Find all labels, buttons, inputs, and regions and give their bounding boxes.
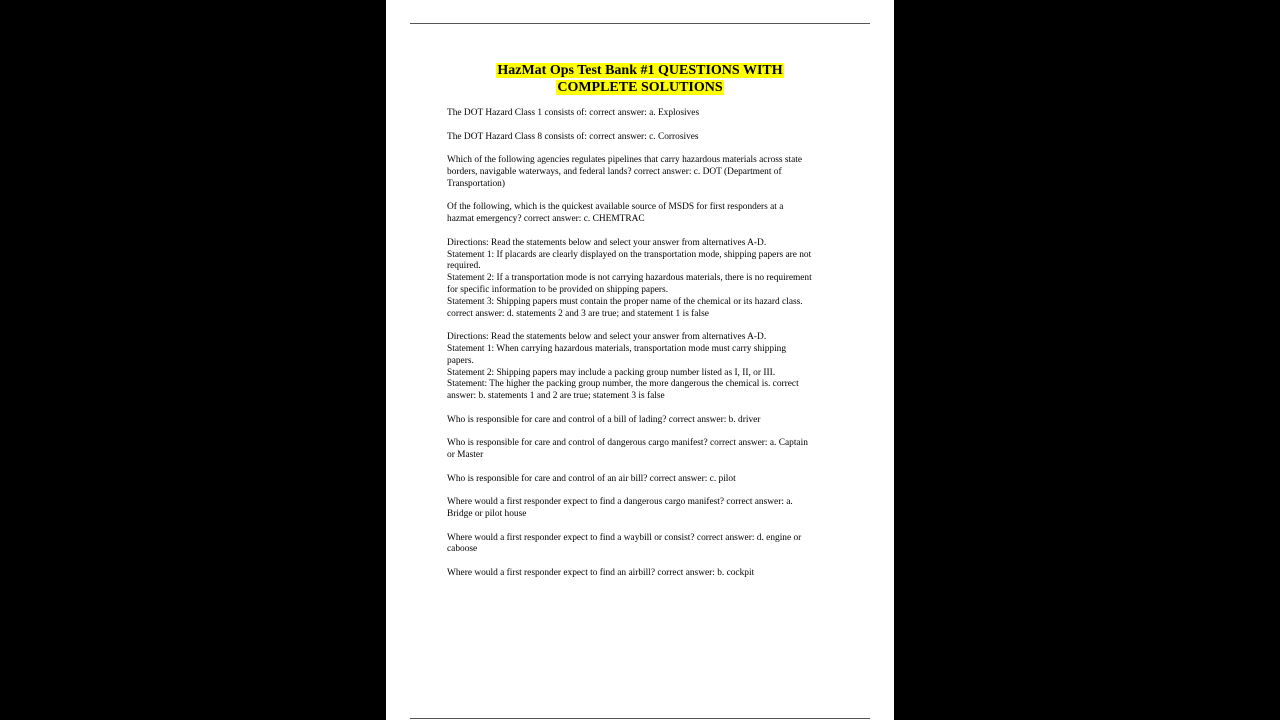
text-line: Statement 2: If a transportation mode is not carrying hazardous materials, there is no requirement xyxy=(447,273,812,284)
text-line: Statement 3: Shipping papers must contain the proper name of the chemical or its hazard class. xyxy=(447,296,803,307)
qa-paragraph xyxy=(447,238,849,321)
qa-paragraph xyxy=(447,332,849,403)
text-line: Of the following, which is the quickest available source of MSDS for first responders at a xyxy=(447,202,784,213)
document-title xyxy=(386,62,894,96)
qa-paragraph xyxy=(447,474,849,486)
text-line: papers. xyxy=(447,355,474,366)
text-line: caboose xyxy=(447,544,478,555)
text-line: Who is responsible for care and control of a bill of lading? correct answer: b. driver xyxy=(447,414,761,425)
title-line-1: HazMat Ops Test Bank #1 QUESTIONS WITH xyxy=(497,63,783,78)
text-line: Where would a first responder expect to find a waybill or consist? correct answer: d. engine or xyxy=(447,532,802,543)
text-line: Statement 1: When carrying hazardous materials, transportation mode must carry shipping xyxy=(447,343,787,354)
text-line: or Master xyxy=(447,450,484,461)
text-line: answer: b. statements 1 and 2 are true; statement 3 is false xyxy=(447,391,665,402)
qa-paragraph xyxy=(447,155,849,190)
text-line: Where would a first responder expect to find a dangerous cargo manifest? correct answer: a. xyxy=(447,497,793,508)
document-page xyxy=(386,0,894,720)
text-line: The DOT Hazard Class 1 consists of: correct answer: a. Explosives xyxy=(447,108,700,118)
text-line: Directions: Read the statements below and select your answer from alternatives A-D. xyxy=(447,332,767,343)
text-line: The DOT Hazard Class 8 consists of: correct answer: c. Corrosives xyxy=(447,131,699,142)
text-line: Who is responsible for care and control of an air bill? correct answer: c. pilot xyxy=(447,473,736,484)
qa-paragraph xyxy=(447,497,849,521)
qa-paragraph xyxy=(447,202,849,226)
text-line: Statement 1: If placards are clearly displayed on the transportation mode, shipping papers are not xyxy=(447,249,812,260)
text-line: for specific information to be provided on shipping papers. xyxy=(447,284,669,295)
text-line: Directions: Read the statements below and select your answer from alternatives A-D. xyxy=(447,237,767,248)
text-line: hazmat emergency? correct answer: c. CHEMTRAC xyxy=(447,214,645,225)
qa-paragraph xyxy=(447,438,849,462)
title-line-2: COMPLETE SOLUTIONS xyxy=(557,80,723,95)
text-line: Statement 2: Shipping papers may include a packing group number listed as I, II, or III. xyxy=(447,367,776,378)
qa-paragraph xyxy=(447,132,849,144)
qa-paragraph xyxy=(447,108,849,120)
text-line: correct answer: d. statements 2 and 3 are true; and statement 1 is false xyxy=(447,308,709,319)
text-line: Where would a first responder expect to find an airbill? correct answer: b. cockpit xyxy=(447,568,755,579)
page-top-rule xyxy=(410,23,870,24)
text-line: Bridge or pilot house xyxy=(447,509,527,520)
page-bottom-rule xyxy=(410,718,870,719)
text-line: Transportation) xyxy=(447,178,505,189)
qa-paragraph xyxy=(447,568,849,580)
document-body xyxy=(447,108,849,592)
text-line: borders, navigable waterways, and federal lands? correct answer: c. DOT (Department of xyxy=(447,166,782,177)
text-line: Who is responsible for care and control of dangerous cargo manifest? correct answer: a. Captain xyxy=(447,438,808,449)
qa-paragraph xyxy=(447,533,849,557)
text-line: Which of the following agencies regulates pipelines that carry hazardous materials across state xyxy=(447,155,803,166)
qa-paragraph xyxy=(447,415,849,427)
text-line: Statement: The higher the packing group number, the more dangerous the chemical is. correct xyxy=(447,379,799,390)
text-line: required. xyxy=(447,261,481,272)
